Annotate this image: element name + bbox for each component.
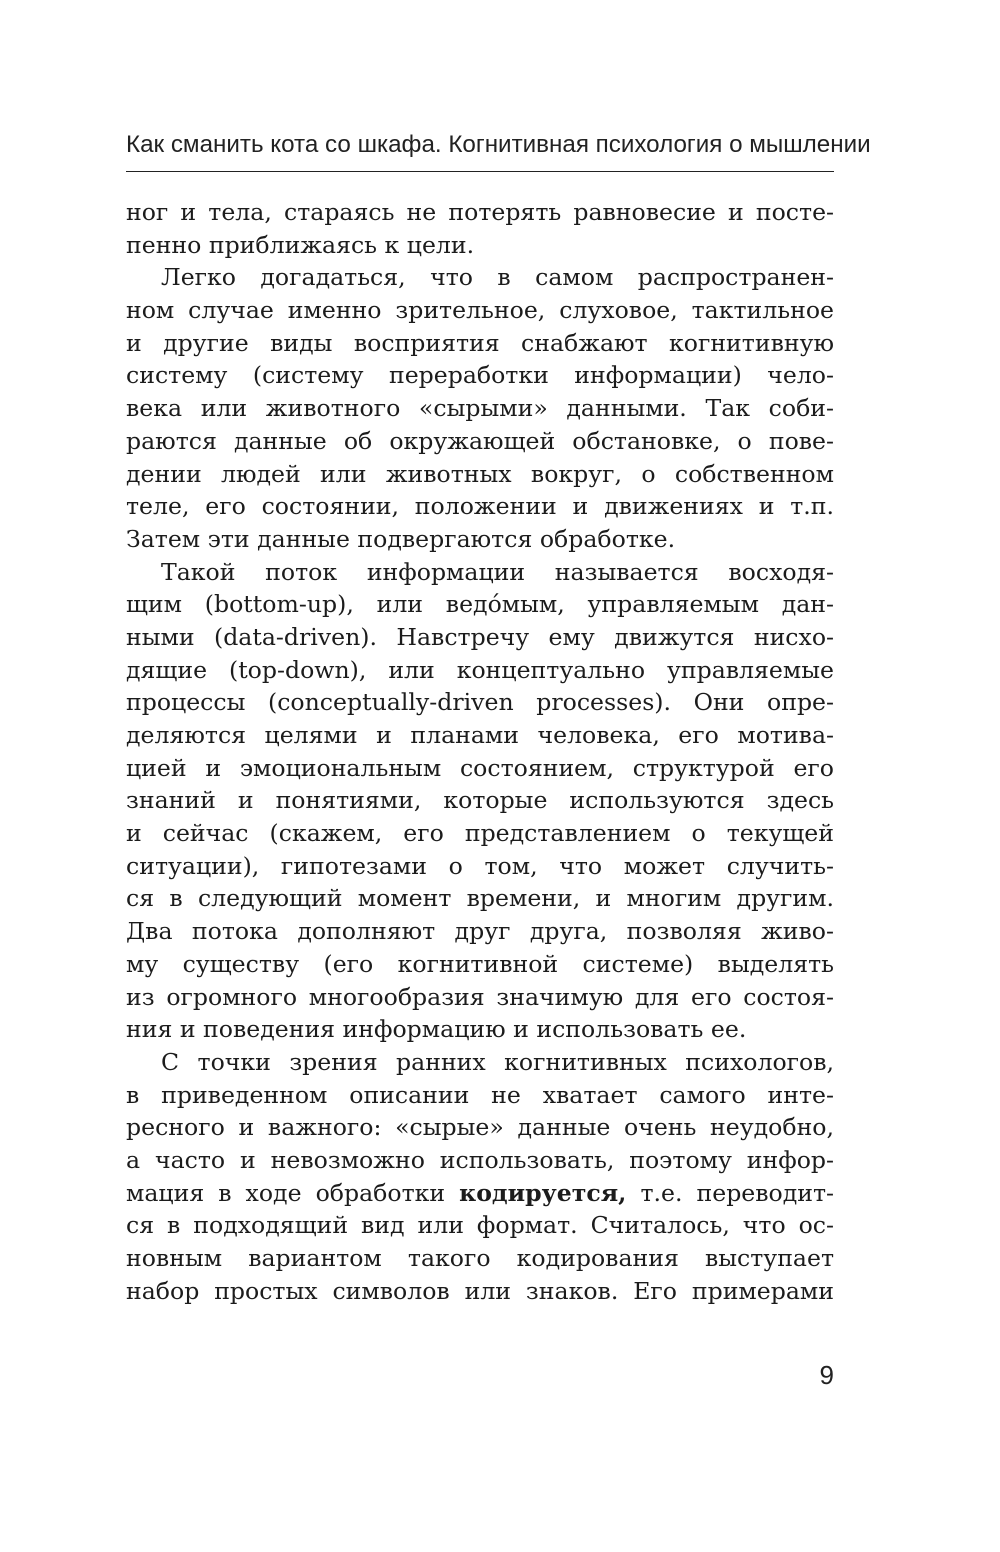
text-line: знаний и понятиями, которые используются здесь bbox=[126, 786, 834, 815]
text-line: систему (систему переработки информации) чело- bbox=[126, 361, 834, 390]
text-line: раются данные об окружающей обстановке, о пове- bbox=[126, 426, 834, 455]
text-line: щим (bottom-up), или ведóмым, управляемым дан- bbox=[126, 590, 834, 619]
text-line: набор простых символов или знаков. Его примерами bbox=[126, 1276, 834, 1305]
text-line: ния и поведения информацию и использовать ее. bbox=[126, 1015, 747, 1044]
text-line: ног и тела, стараясь не потерять равновесие и посте- bbox=[126, 198, 834, 226]
text-line: му существу (его когнитивной системе) выделять bbox=[126, 949, 834, 978]
text-line: ся в следующий момент времени, и многим другим. bbox=[126, 884, 834, 913]
text-line: ными (data-driven). Навстречу ему движутся нисхо- bbox=[126, 622, 834, 651]
bold-term: кодируется, bbox=[459, 1178, 627, 1207]
text-line: Легко догадаться, что в самом распространен- bbox=[161, 263, 834, 292]
text-line: ресного и важного: «сырые» данные очень неудобно, bbox=[126, 1113, 834, 1142]
text-line: дении людей или животных вокруг, о собственном bbox=[126, 459, 834, 488]
text-line: деляются целями и планами человека, его мотива- bbox=[126, 721, 834, 749]
text-line: ситуации), гипотезами о том, что может случить- bbox=[126, 851, 834, 880]
text-line: процессы (conceptually-driven processes). Они опре- bbox=[126, 688, 834, 717]
text-line: и сейчас (скажем, его представлением о текущей bbox=[126, 819, 834, 848]
body-text bbox=[126, 196, 834, 1307]
text-line: дящие (top-down), или концептуально управляемые bbox=[126, 655, 834, 684]
text-line: и другие виды восприятия снабжают когнитивную bbox=[126, 328, 834, 357]
text-line: Такой поток информации называется восходя- bbox=[161, 557, 834, 586]
text-line: ном случае именно зрительное, слуховое, тактильное bbox=[126, 296, 834, 325]
text-line: Два потока дополняют друг друга, позволяя живо- bbox=[126, 917, 834, 946]
text-line-with-bold-term bbox=[126, 1177, 834, 1210]
page-number: 9 bbox=[819, 1360, 834, 1390]
line-end: т.е. переводит- bbox=[640, 1178, 835, 1207]
text-line: Затем эти данные подвергаются обработке. bbox=[126, 524, 676, 553]
text-line: пенно приближаясь к цели. bbox=[126, 230, 475, 259]
text-line: в приведенном описании не хватает самого инте- bbox=[126, 1080, 834, 1109]
text-line: теле, его состоянии, положении и движениях и т.п. bbox=[126, 492, 834, 521]
running-header-title: Как сманить кота со шкафа. Когнитивная психология о мышлении bbox=[126, 131, 871, 158]
header-rule bbox=[126, 171, 834, 172]
text-line: века или животного «сырыми» данными. Так соби- bbox=[126, 394, 834, 423]
text-line: новным вариантом такого кодирования выступает bbox=[126, 1244, 834, 1272]
text-line: цией и эмоциональным состоянием, структурой его bbox=[126, 753, 834, 782]
text-line: а часто и невозможно использовать, поэтому инфор- bbox=[126, 1145, 834, 1174]
text-line: из огромного многообразия значимую для его состоя- bbox=[126, 982, 834, 1011]
text-line: ся в подходящий вид или формат. Считалось, что ос- bbox=[126, 1211, 834, 1240]
line-start: мация в ходе обработки bbox=[126, 1178, 446, 1207]
text-line: С точки зрения ранних когнитивных психологов, bbox=[161, 1047, 834, 1076]
